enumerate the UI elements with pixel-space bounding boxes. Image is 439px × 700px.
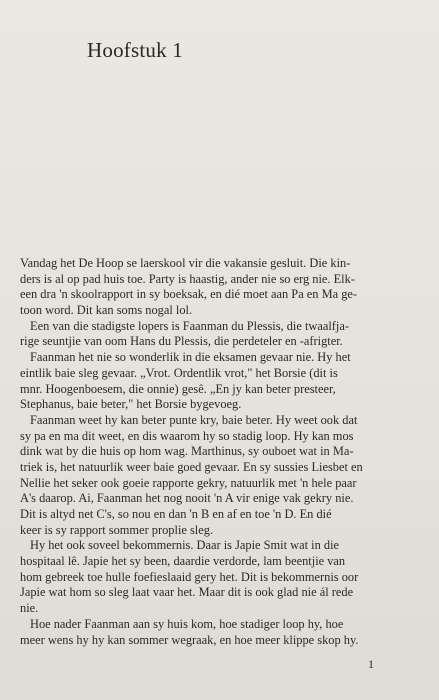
text-line: dink wat by die huis op hom wag. Marthinus, sy ouboet wat in Ma- bbox=[20, 444, 354, 459]
text-line: rige seuntjie van oom Hans du Plessis, die perdeteler en -afrigter. bbox=[20, 334, 343, 349]
text-line: hom gebreek toe hulle foefieslaaid gery het. Dit is bekommernis oor bbox=[20, 569, 359, 584]
text-line: Nellie het seker ook goeie rapporte gekry, natuurlik met 'n hele paar bbox=[20, 475, 357, 490]
chapter-body-text bbox=[20, 256, 372, 648]
text-line: Hoe nader Faanman aan sy huis kom, hoe stadiger loop hy, hoe bbox=[30, 616, 344, 631]
text-line: Een van die stadigste lopers is Faanman du Plessis, die twaalfja- bbox=[30, 318, 349, 333]
text-line: toon word. Dit kan soms nogal lol. bbox=[20, 303, 193, 318]
text-line: een dra 'n skoolrapport in sy boeksak, en dié moet aan Pa en Ma ge- bbox=[20, 287, 358, 302]
text-line: Faanman het nie so wonderlik in die eksamen gevaar nie. Hy het bbox=[30, 350, 351, 365]
text-line: Faanman weet hy kan beter punte kry, baie beter. Hy weet ook dat bbox=[30, 412, 358, 427]
text-line: sy pa en ma dit weet, en dis waarom hy so stadig loop. Hy kan mos bbox=[20, 428, 354, 443]
text-line: Dit is altyd net C's, so nou en dan 'n B en af en toe 'n D. En dié bbox=[20, 507, 332, 521]
chapter-title: Hoofstuk 1 bbox=[87, 38, 183, 62]
text-line: Vandag het De Hoop se laerskool vir die vakansie gesluit. Die kin- bbox=[20, 256, 351, 270]
text-line: ders is al op pad huis toe. Party is haastig, ander nie so erg nie. Elk- bbox=[20, 271, 355, 286]
text-line: mnr. Hoogenboesem, die onnie) gesê. „En jy kan beter presteer, bbox=[20, 381, 336, 396]
text-line: hospitaal lê. Japie het sy been, daardie verdorde, lam beentjie van bbox=[20, 554, 346, 569]
text-line: meer wens hy hy kan sommer wegraak, en hoe meer klippe skop hy. bbox=[20, 632, 359, 647]
text-line: eintlik baie sleg gevaar. „Vrot. Ordentlik vrot," het Borsie (dit is bbox=[20, 365, 338, 380]
text-line: A's daarop. Ai, Faanman het nog nooit 'n A vir enige vak gekry nie. bbox=[20, 491, 354, 506]
text-line: Hy het ook soveel bekommernis. Daar is Japie Smit wat in die bbox=[30, 538, 340, 553]
text-line: nie. bbox=[20, 601, 39, 616]
text-line: Stephanus, baie beter," het Borsie bygevoeg. bbox=[20, 397, 242, 412]
page-number: 1 bbox=[368, 657, 374, 671]
text-line: triek is, het natuurlik weer baie goed gevaar. En sy sussies Liesbet en bbox=[20, 459, 363, 474]
text-line: Japie wat hom so sleg laat vaar het. Maar dit is ook glad nie ál rede bbox=[20, 585, 354, 600]
text-line: keer is sy rapport sommer proplie sleg. bbox=[20, 522, 214, 537]
